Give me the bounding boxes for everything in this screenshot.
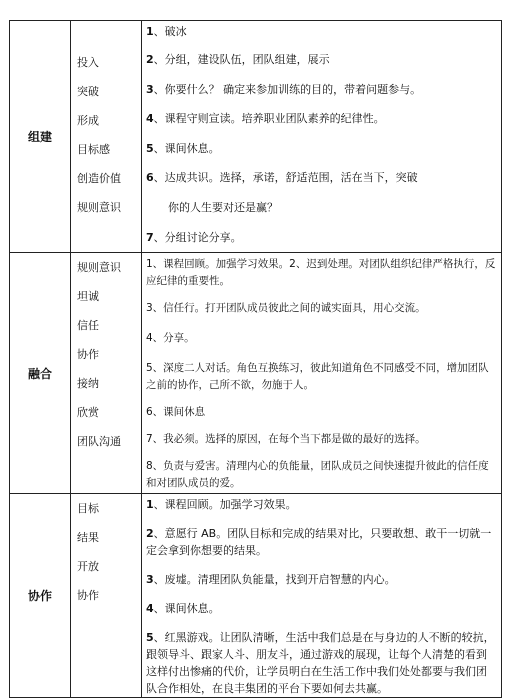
list-item: 7、我必须。选择的原因，在每个当下都是做的最好的选择。 [146,433,426,446]
keyword: 开放 [77,560,99,574]
content-column [142,253,502,494]
keyword: 目标感 [77,143,110,156]
keyword-column [71,21,142,253]
keyword: 目标 [77,502,99,516]
stage-label: 协作 [10,494,71,698]
section-row [10,253,502,494]
course-outline-table [9,20,502,698]
list-item: 4、课间休息。 [146,602,220,616]
keyword: 协作 [77,589,99,603]
list-item: 4、课程守则宣读。培养职业团队素养的纪律性。 [146,112,385,126]
keyword: 规则意识 [77,201,121,214]
list-item: 4、分享。 [146,332,195,345]
keyword-column [71,253,142,494]
list-item: 1、破冰 [146,25,187,38]
list-item: 3、你要什么？ 确定来参加训练的目的，带着问题参与。 [146,82,422,96]
keyword: 规则意识 [77,261,121,275]
keyword: 团队沟通 [77,435,121,449]
list-item: 7、分组讨论分享。 [146,230,242,244]
list-item: 6、达成共识。选择，承诺，舒适范围，活在当下，突破 [146,171,418,185]
keyword: 欣赏 [77,406,99,420]
stage-label: 融合 [10,253,71,494]
list-item: 5、深度二人对话。角色互换练习，彼此知道角色不同感受不同，增加团队之前的协作，己所不欲，勿施于人。 [146,362,489,392]
keyword: 创造价值 [77,172,121,185]
keyword: 投入 [77,56,99,69]
content-column [142,21,502,253]
keyword: 接纳 [77,377,99,391]
keyword: 突破 [77,85,99,98]
list-item: 8、负责与爱害。清理内心的负能量，团队成员之间快速提升彼此的信任度和对团队成员的爱。 [146,460,489,490]
list-item: 1、课程回顾。加强学习效果。2、迟到处理。对团队组织纪律严格执行，反应纪律的重要性。 [146,258,496,288]
list-item: 3、信任行。打开团队成员彼此之间的诚实面具，用心交流。 [146,302,426,315]
keyword: 坦诚 [77,290,99,304]
content-column [142,494,502,698]
section-row [10,494,502,698]
list-item: 6、课间休息 [146,406,206,419]
keyword: 协作 [77,348,99,362]
list-item: 5、课间休息。 [146,141,220,155]
list-item: 2、分组，建设队伍，团队组建，展示 [146,53,330,66]
list-item: 5、红黑游戏。让团队清晰，生活中我们总是在与身边的人不断的较抗，跟领导斗、跟家人斗、朋友斗，通过游戏的展现，让每个人清楚的看到这样付出惨痛的代价，让学员明白在生活工作中我们处处都要与我们团队合作相处，在良丰集团的平台下要如何去共赢。 [146,631,495,696]
keyword: 信任 [77,319,99,333]
section-row [10,21,502,253]
keyword: 结果 [77,531,99,545]
keyword-column [71,494,142,698]
list-item: 你的人生要对还是赢？ [168,200,278,214]
list-item: 3、废墟。清理团队负能量，找到开启智慧的内心。 [146,573,396,587]
keyword: 形成 [77,114,99,127]
list-item: 2、意愿行 AB。团队目标和完成的结果对比，只要敢想、敢干一切就一定会拿到你想要的结果。 [146,527,492,558]
list-item: 1、课程回顾。加强学习效果。 [146,498,297,512]
stage-label: 组建 [10,21,71,253]
